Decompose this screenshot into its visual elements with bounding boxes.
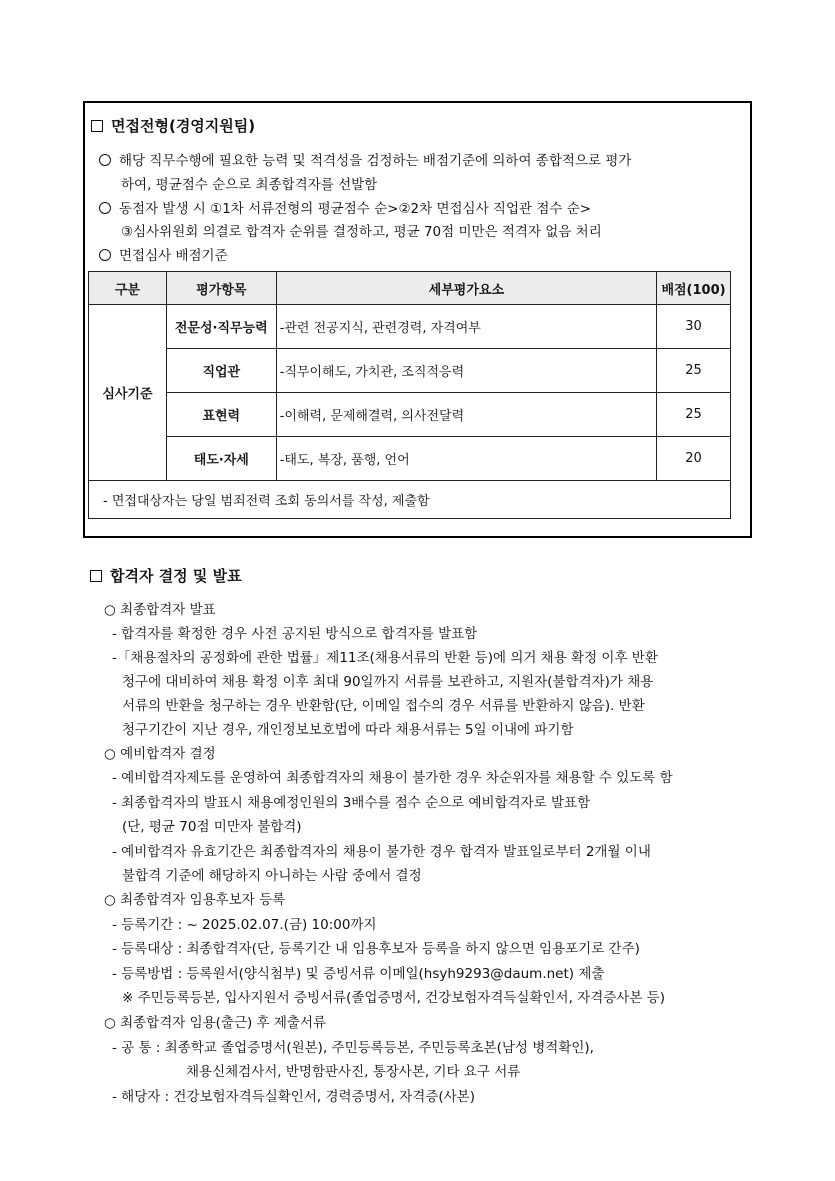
announce-line-8: - 최종합격자의 발표시 채용예정인원의 3배수를 점수 순으로 예비합격자로 발표함 [112,795,591,811]
announce-heading [90,565,242,586]
interview-item-2-line-1 [99,197,591,217]
score-cell: 25 [657,393,731,437]
announce-line-10: - 예비합격자 유효기간은 최종합격자의 채용이 불가한 경우 합격자 발표일로부터 2개월 이내 [112,844,651,860]
announce-line-1: - 합격자를 확정한 경우 사전 공지된 방식으로 합격자를 발표함 [112,626,478,642]
interview-item-2-text-1: 동점자 발생 시 ①1차 서류전형의 평균점수 순>②2차 면접심사 직업관 점수 순> [119,201,592,217]
announce-line-6: ○ 예비합격자 결정 [104,746,216,762]
score-cell: 25 [657,349,731,393]
interview-item-3-text-1: 면접심사 배점기준 [119,248,228,264]
header-item: 평가항목 [166,272,276,305]
table-row [89,305,731,349]
table-row [89,393,731,437]
announce-line-5: 청구기간이 지난 경우, 개인정보보호법에 따라 채용서류는 5일 이내에 파기함 [122,722,574,738]
circle-bullet-icon [99,249,111,261]
header-category: 구분 [89,272,167,305]
announce-line-16: ※ 주민등록등본, 입사지원서 증빙서류(졸업증명서, 건강보험자격득실확인서, 자격증사본 등) [122,990,665,1006]
announce-line-17: ○ 최종합격자 임용(출근) 후 제출서류 [104,1015,327,1031]
score-cell: 20 [657,437,731,481]
table-note: - 면접대상자는 당일 범죄전력 조회 동의서를 작성, 제출함 [89,481,731,519]
table-note-row [89,481,731,519]
announce-line-0: ○ 최종합격자 발표 [104,602,216,618]
interview-item-1-line-2: 하여, 평균점수 순으로 최종합격자를 선발함 [121,177,378,193]
detail-cell: -이해력, 문제해결력, 의사전달력 [276,393,656,437]
category-cell: 심사기준 [89,305,167,481]
item-cell: 직업관 [166,349,276,393]
item-cell: 태도·자세 [166,437,276,481]
detail-cell: -직무이해도, 가치관, 조직적응력 [276,349,656,393]
interview-section-box [83,101,752,538]
announce-line-4: 서류의 반환을 청구하는 경우 반환함(단, 이메일 접수의 경우 서류를 반환하지 않음). 반환 [122,698,645,714]
checkbox-square-icon [90,570,102,582]
announce-line-19: 채용신체검사서, 반명함판사진, 통장사본, 기타 요구 서류 [186,1064,521,1080]
interview-heading [91,115,255,136]
announce-line-14: - 등록대상 : 최종합격자(단, 등록기간 내 임용후보자 등록을 하지 않으면 임용포기로 간주) [112,941,640,957]
interview-title: 면접전형(경영지원팀) [111,117,256,135]
announce-line-11: 불합격 기준에 해당하지 아니하는 사람 중에서 결정 [122,868,422,884]
announce-line-15: - 등록방법 : 등록원서(양식첨부) 및 증빙서류 이메일(hsyh9293@daum.net) 제출 [112,966,605,982]
announce-line-18: - 공 통 : 최종학교 졸업증명서(원본), 주민등록등본, 주민등록초본(남성 병적확인), [112,1040,594,1056]
announce-line-3: 청구에 대비하여 채용 확정 이후 최대 90일까지 서류를 보관하고, 지원자(불합격자)가 채용 [122,674,654,690]
table-row [89,349,731,393]
announce-line-9: (단, 평균 70점 미만자 불합격) [122,819,302,835]
announce-line-13: - 등록기간 : ~ 2025.02.07.(금) 10:00까지 [112,917,377,933]
header-score: 배점(100) [657,272,731,305]
interview-item-1-text-1: 해당 직무수행에 필요한 능력 및 적격성을 검정하는 배점기준에 의하여 종합적으로 평가 [119,153,632,169]
announce-line-20: - 해당자 : 건강보험자격득실확인서, 경력증명서, 자격증(사본) [112,1089,475,1105]
announce-line-2: -「채용절차의 공정화에 관한 법률」제11조(채용서류의 반환 등)에 의거 채용 확정 이후 반환 [112,650,658,666]
table-row [89,437,731,481]
circle-bullet-icon [99,154,111,166]
interview-item-3-line-1 [99,244,228,264]
announce-title: 합격자 결정 및 발표 [110,567,242,585]
item-cell: 전문성·직무능력 [166,305,276,349]
circle-bullet-icon [99,202,111,214]
interview-item-1-line-1 [99,149,631,169]
scoring-table [88,271,731,519]
table-header-row [89,272,731,305]
announce-line-7: - 예비합격자제도를 운영하여 최종합격자의 채용이 불가한 경우 차순위자를 채용할 수 있도록 함 [112,770,673,786]
announce-line-12: ○ 최종합격자 임용후보자 등록 [104,892,286,908]
checkbox-square-icon [91,120,103,132]
score-cell: 30 [657,305,731,349]
detail-cell: -태도, 복장, 품행, 언어 [276,437,656,481]
header-detail: 세부평가요소 [276,272,656,305]
item-cell: 표현력 [166,393,276,437]
interview-item-2-line-2: ③심사위원회 의결로 합격자 순위를 결정하고, 평균 70점 미만은 적격자 없음 처리 [121,224,602,240]
detail-cell: -관련 전공지식, 관련경력, 자격여부 [276,305,656,349]
